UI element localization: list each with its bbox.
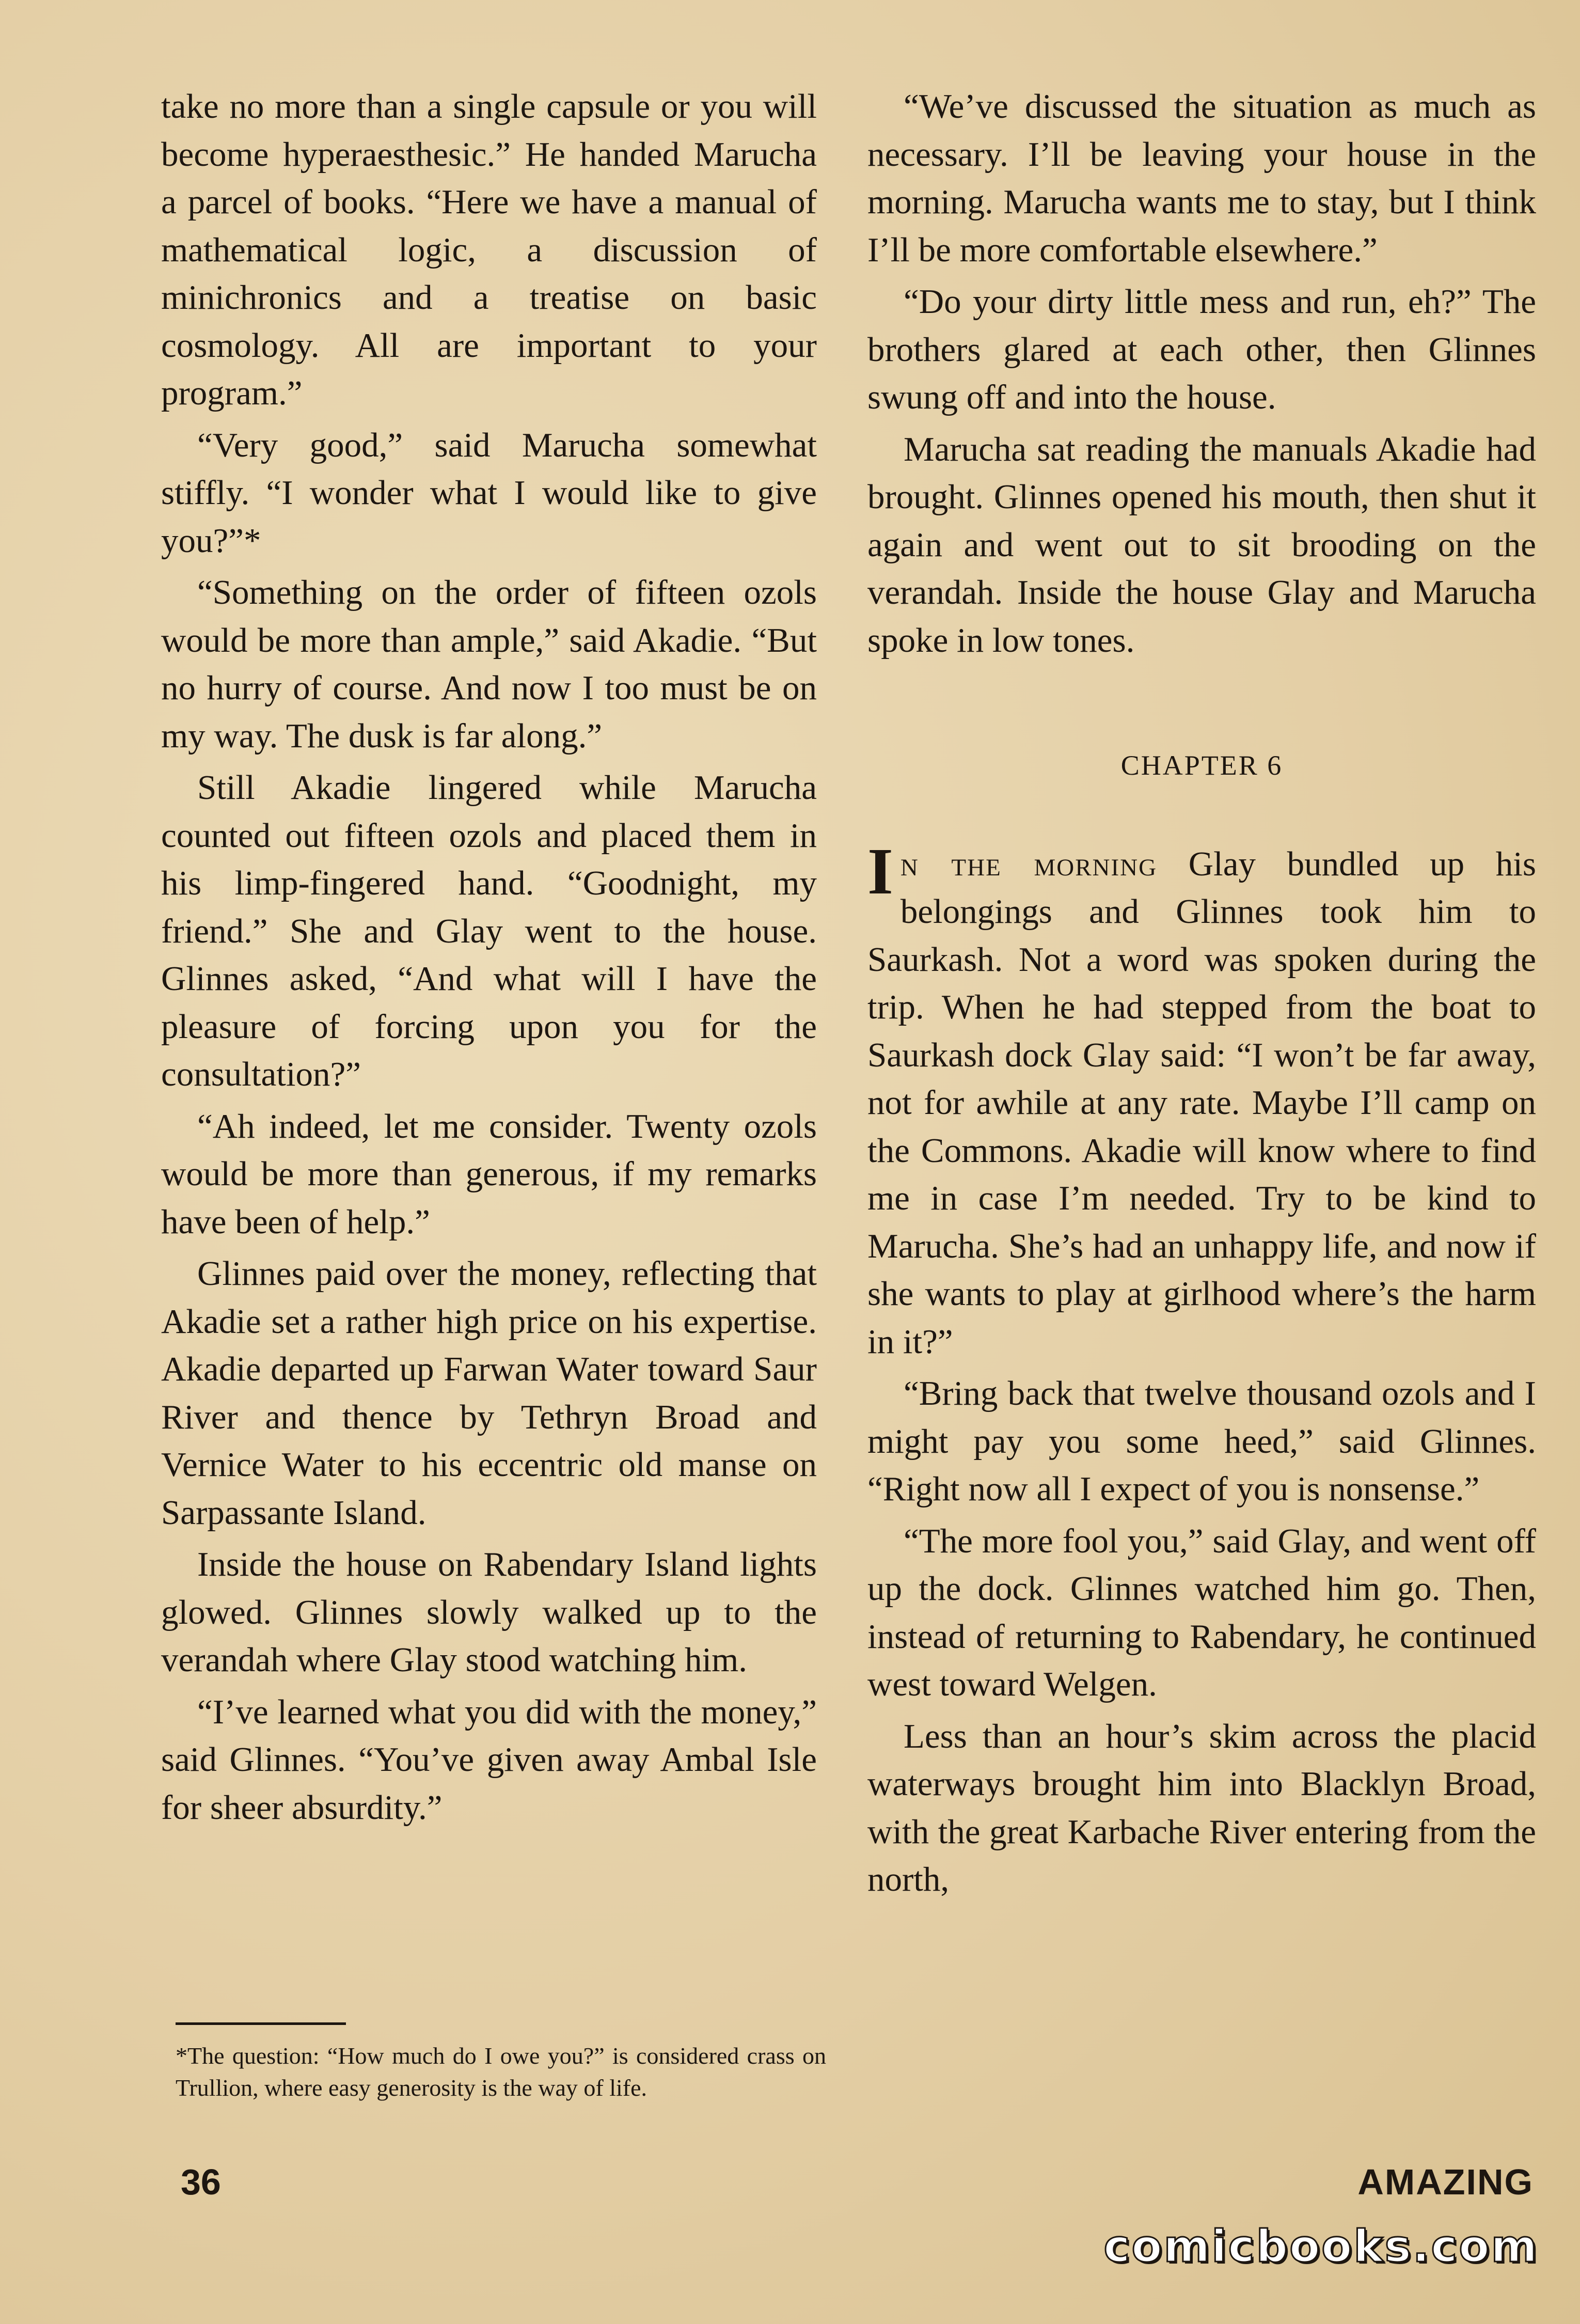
chapter-heading: CHAPTER 6 xyxy=(1120,750,1283,781)
body-paragraph: Less than an hour’s skim across the placid waterways brought him into Blacklyn Broad, with the great Karbache River entering from the north, xyxy=(867,1717,1536,1898)
body-paragraph: “We’ve discussed the situation as much as necessary. I’ll be leaving your house in the morning. Marucha wants me to stay, but I think I’ll be more comfortable elsewhere.” xyxy=(867,87,1536,269)
body-paragraph: “I’ve learned what you did with the money,” said Glinnes. “You’ve given away Ambal Isle for sheer absurdity.” xyxy=(161,1692,817,1827)
body-paragraph: “Something on the order of fifteen ozols would be more than ample,” said Akadie. “But no hurry of course. And now I too must be on my way. The dusk is far along.” xyxy=(161,573,817,755)
drop-cap: I xyxy=(867,834,893,908)
body-paragraph: Inside the house on Rabendary Island lights glowed. Glinnes slowly walked up to the verandah where Glay stood watching him. xyxy=(161,1545,817,1679)
body-paragraph: “Do your dirty little mess and run, eh?” The brothers glared at each other, then Glinnes swung off and into the house. xyxy=(867,282,1536,416)
opening-text: Glay bundled up his belongings and Glinnes took him to Saurkash. Not a word was spoken during the trip. When he had stepped from the boat to Saurkash dock Glay said: “I won’t be far away, not for awhile at any rate. Maybe I’ll camp on the Commons. Akadie will know where to find me in case I’m needed. Try to be kind to Marucha. She’s had an unhappy life, and now if she wants to play at girlhood where’s the harm in it?” xyxy=(867,844,1536,1361)
body-paragraph: Marucha sat reading the manuals Akadie had brought. Glinnes opened his mouth, then shut it again and went out to sit brooding on the verandah. Inside the house Glay and Marucha spoke in low tones. xyxy=(867,430,1536,659)
body-paragraph: “Bring back that twelve thousand ozols and I might pay you some heed,” said Glinnes. “Right now all I expect of you is nonsense.” xyxy=(867,1374,1536,1508)
body-paragraph: “Very good,” said Marucha somewhat stiffly. “I wonder what I would like to give you?”* xyxy=(161,426,817,560)
running-head: AMAZING xyxy=(1357,2162,1534,2202)
body-paragraph: “Ah indeed, let me consider. Twenty ozols would be more than generous, if my remarks have been of help.” xyxy=(161,1107,817,1241)
watermark: comicbooks.com xyxy=(1103,2221,1539,2272)
footnote-rule xyxy=(176,2022,346,2025)
chapter-opening-paragraph xyxy=(867,834,1536,1366)
body-paragraph: Glinnes paid over the money, reflecting that Akadie set a rather high price on his expertise. Akadie departed up Farwan Water toward Saur River and thence by Tethryn Broad and Vernice Water to his eccentric old manse on Sarpassante Island. xyxy=(161,1254,817,1532)
footnote: *The question: “How much do I owe you?” is considered crass on Trullion, where easy generosity is the way of life. xyxy=(176,2043,826,2101)
opening-small-caps: n the morning xyxy=(900,844,1158,883)
page-number: 36 xyxy=(181,2162,221,2202)
body-paragraph: take no more than a single capsule or you will become hyperaesthesic.” He handed Marucha a parcel of books. “Here we have a manual of mathematical logic, a discussion of minichronics and a treatise on basic cosmology. All are important to your program.” xyxy=(161,87,817,412)
left-column xyxy=(161,83,817,1835)
body-paragraph: “The more fool you,” said Glay, and went off up the dock. Glinnes watched him go. Then, instead of returning to Rabendary, he continued west toward Welgen. xyxy=(867,1521,1536,1703)
right-column xyxy=(867,83,1536,1908)
body-paragraph: Still Akadie lingered while Marucha counted out fifteen ozols and placed them in his limp-fingered hand. “Goodnight, my friend.” She and Glay went to the house. Glinnes asked, “And what will I have the pleasure of forcing upon you for the consultation?” xyxy=(161,768,817,1093)
